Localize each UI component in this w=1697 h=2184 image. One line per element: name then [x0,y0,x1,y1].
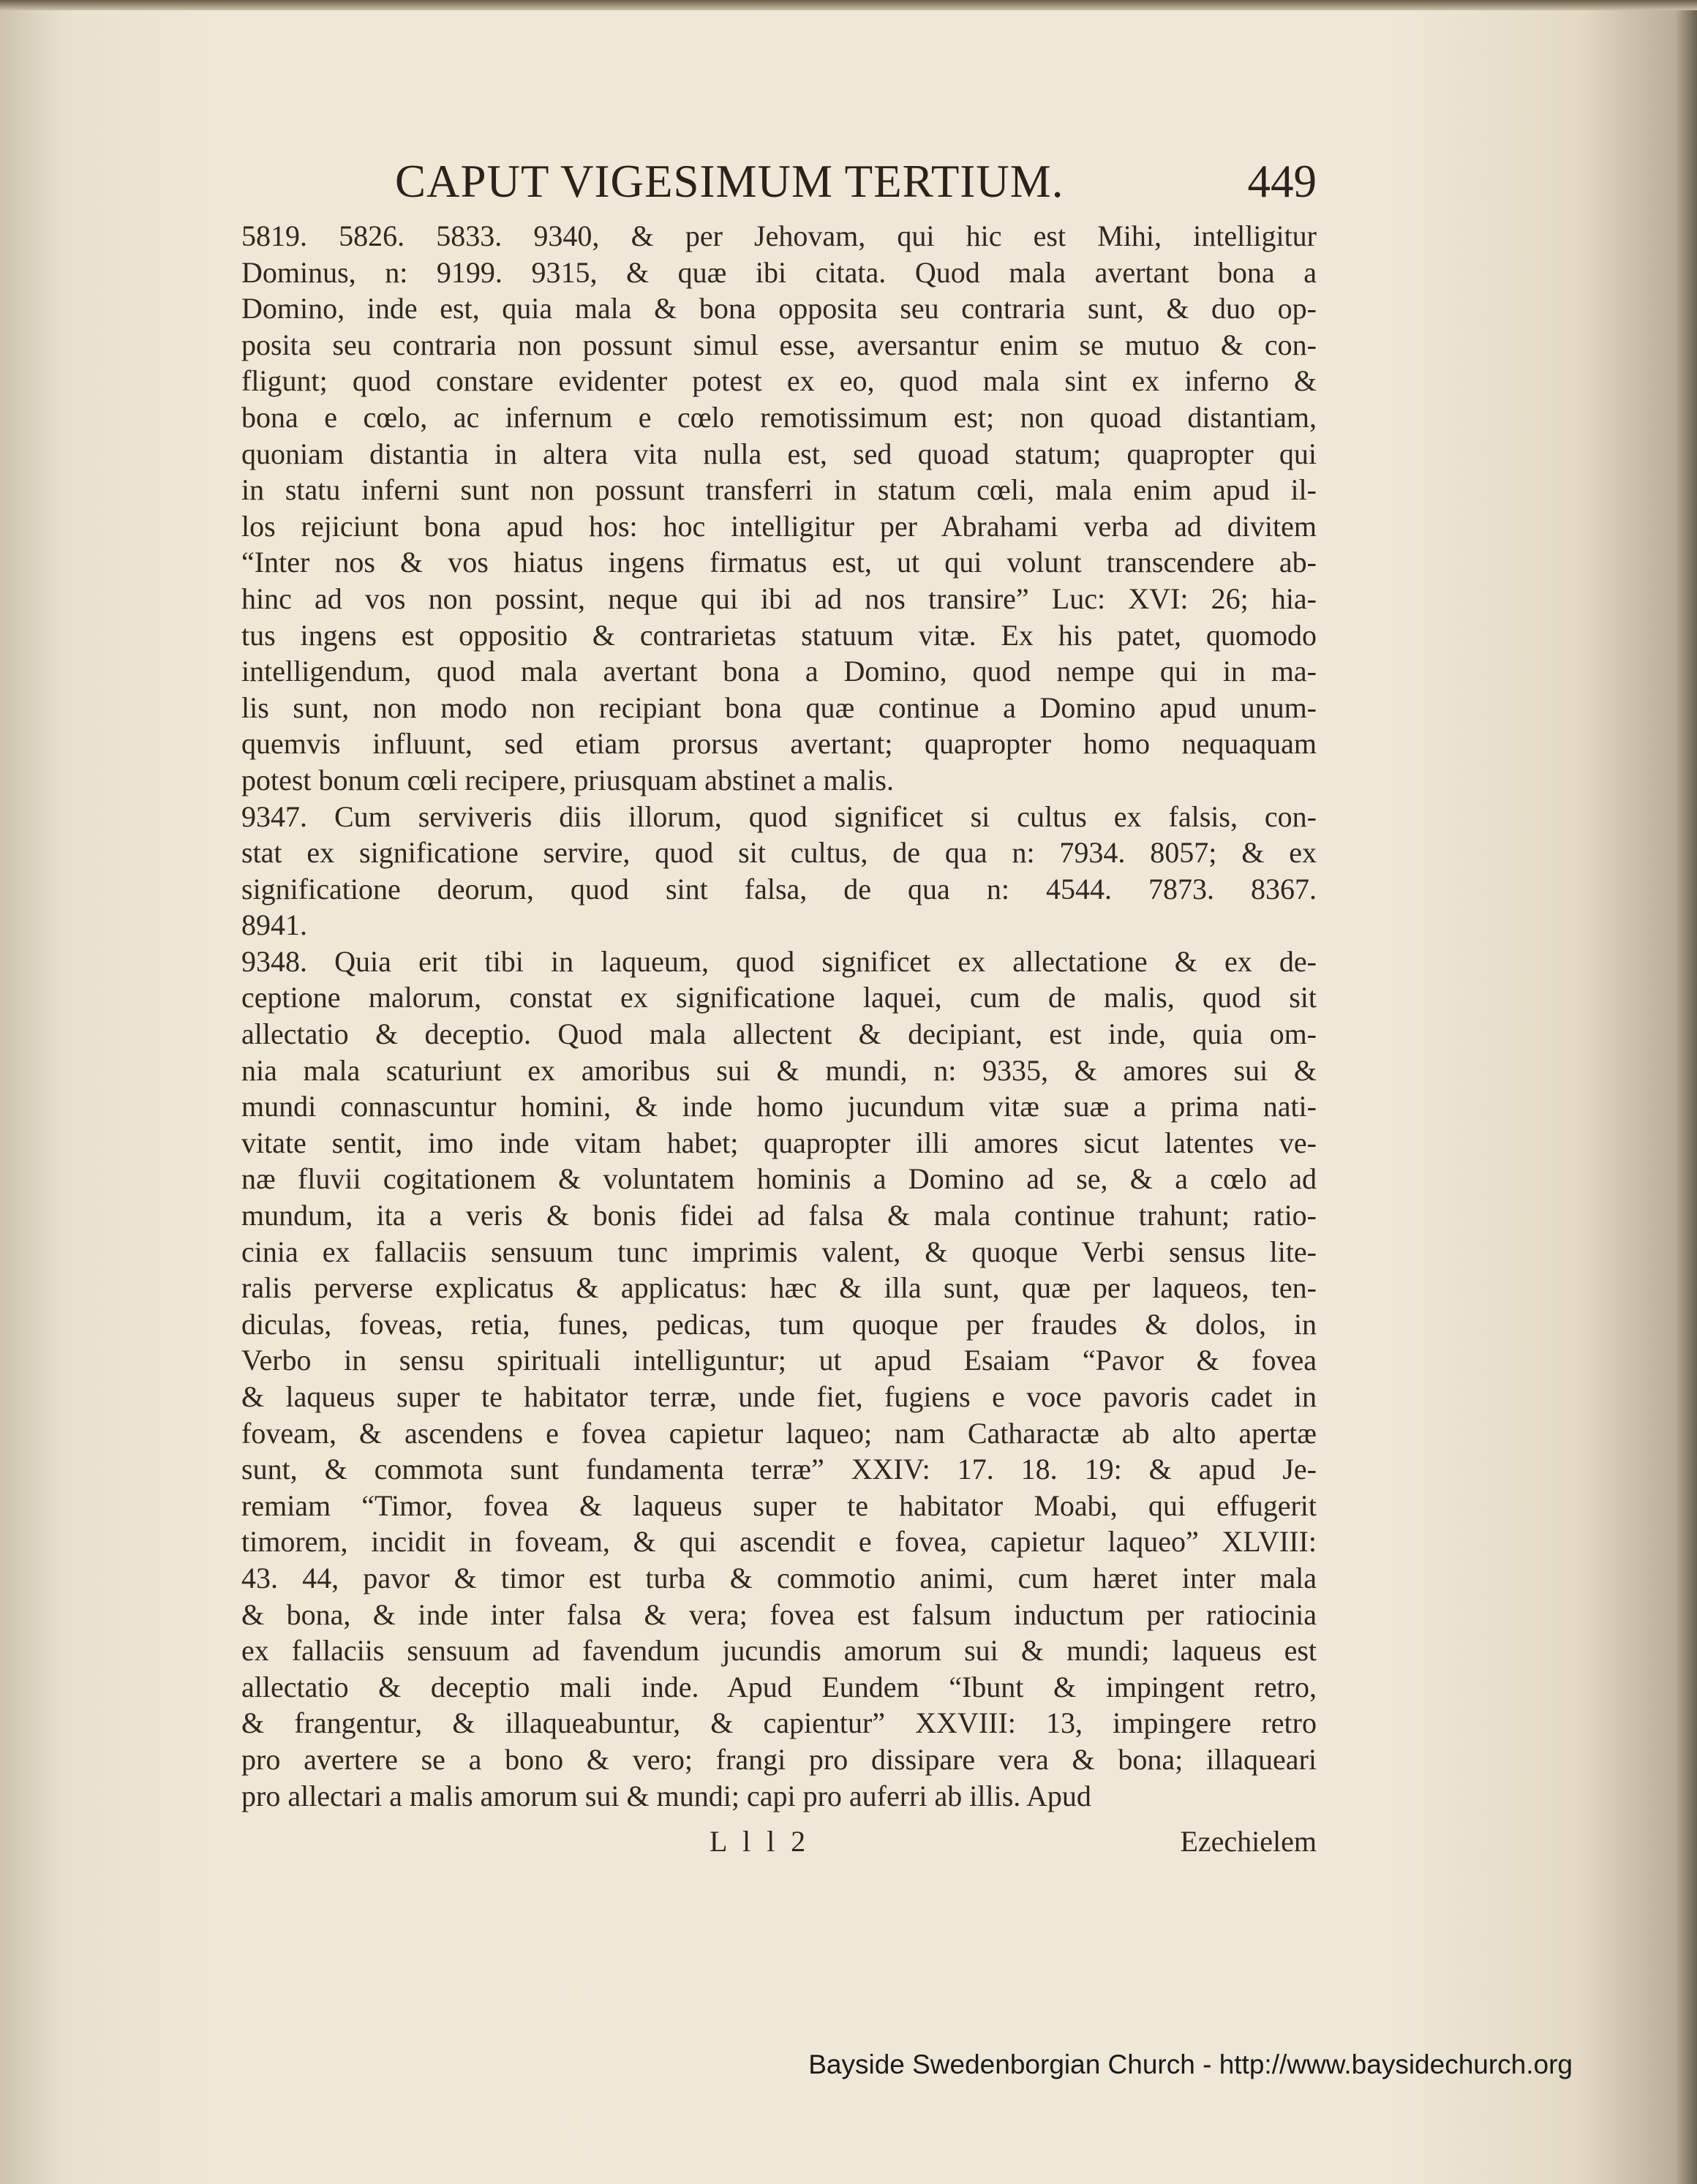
text-line: nia mala scaturiunt ex amoribus sui & mundi, n: 9335, & amores sui & [241,1053,1317,1087]
text-line: pro allectari a malis amorum sui & mundi; capi pro auferri ab illis. Apud [241,1779,1091,1812]
text-line: remiam “Timor, fovea & laqueus super te habitator Moabi, qui effugerit [241,1488,1317,1522]
text-line: ex fallaciis sensuum ad favendum jucundis amorum sui & mundi; laqueus est [241,1634,1317,1668]
text-line: intelligendum, quod mala avertant bona a Domino, quod nempe qui in ma- [241,655,1317,688]
text-line: mundum, ita a veris & bonis fidei ad falsa & mala continue trahunt; ratio- [241,1199,1317,1232]
text-line: 8941. [241,908,307,942]
text-line: 5819. 5826. 5833. 9340, & per Jehovam, qui hic est Mihi, intelligitur [241,219,1317,252]
text-line: quoniam distantia in altera vita nulla est, sed quoad statum; quapropter qui [241,437,1317,470]
text-line: tus ingens est oppositio & contrarietas statuum vitæ. Ex his patet, quomodo [241,618,1317,652]
body-text [241,218,1317,1814]
text-line: diculas, foveas, retia, funes, pedicas, tum quoque per fraudes & dolos, in [241,1307,1317,1341]
running-head [241,155,1317,214]
text-line: & laqueus super te habitator terræ, unde fiet, fugiens e voce pavoris cadet in [241,1380,1317,1413]
text-line: 9347. Cum serviveris diis illorum, quod significet si cultus ex falsis, con- [241,799,1317,833]
text-line: in statu inferni sunt non possunt transferri in statum cœli, mala enim apud il- [241,473,1317,507]
text-line: Verbo in sensu spirituali intelliguntur; ut apud Esaiam “Pavor & fovea [241,1344,1317,1377]
text-line: vitate sentit, imo inde vitam habet; quapropter illi amores sicut latentes ve- [241,1126,1317,1159]
text-line: næ fluvii cogitationem & voluntatem hominis a Domino ad se, & a cœlo ad [241,1162,1317,1196]
text-line: lis sunt, non modo non recipiant bona quæ continue a Domino apud unum- [241,690,1317,724]
text-line: “Inter nos & vos hiatus ingens firmatus est, ut qui volunt transcendere ab- [241,546,1317,579]
text-line: ralis perverse explicatus & applicatus: hæc & illa sunt, quæ per laqueos, ten- [241,1271,1317,1305]
text-line: significatione deorum, quod sint falsa, de qua n: 4544. 7873. 8367. [241,872,1317,905]
text-line: foveam, & ascendens e fovea capietur laqueo; nam Catharactæ ab alto apertæ [241,1416,1317,1450]
text-line: stat ex significatione servire, quod sit cultus, de qua n: 7934. 8057; & ex [241,836,1317,870]
text-line: cinia ex fallaciis sensuum tunc imprimis valent, & quoque Verbi sensus lite- [241,1235,1317,1268]
chapter-title: CAPUT VIGESIMUM TERTIUM. [395,156,1064,207]
text-line: timorem, incidit in foveam, & qui ascendit e fovea, capietur laqueo” XLVIII: [241,1525,1317,1559]
text-line: & bona, & inde inter falsa & vera; fovea est falsum inductum per ratiocinia [241,1597,1317,1631]
text-line: allectatio & deceptio. Quod mala allectent & decipiant, est inde, quia om- [241,1017,1317,1051]
page-top-edge [0,0,1697,10]
page-number: 449 [1247,156,1317,207]
text-line: 9348. Quia erit tibi in laqueum, quod significet ex allectatione & ex de- [241,944,1317,978]
signature-mark: L l l 2 [710,1825,810,1858]
text-line: posita seu contraria non possunt simul esse, aversantur enim se mutuo & con- [241,328,1317,361]
text-line: 43. 44, pavor & timor est turba & commotio animi, cum hæret inter mala [241,1561,1317,1594]
text-line: mundi connascuntur homini, & inde homo jucundum vitæ suæ a prima nati- [241,1090,1317,1123]
text-line: potest bonum cœli recipere, priusquam abstinet a malis. [241,763,894,797]
text-line: Dominus, n: 9199. 9315, & quæ ibi citata. Quod mala avertant bona a [241,255,1317,289]
text-line: hinc ad vos non possint, neque qui ibi ad nos transire” Luc: XVI: 26; hia- [241,581,1317,615]
text-line: & frangentur, & illaqueabuntur, & capientur” XXVIII: 13, impingere retro [241,1706,1317,1740]
text-line: Domino, inde est, quia mala & bona opposita seu contraria sunt, & duo op- [241,292,1317,325]
text-line: quemvis influunt, sed etiam prorsus avertant; quapropter homo nequaquam [241,727,1317,761]
text-line: ceptione malorum, constat ex significatione laquei, cum de malis, quod sit [241,981,1317,1014]
catchword: Ezechielem [1180,1825,1317,1858]
text-line: sunt, & commota sunt fundamenta terræ” XXIV: 17. 18. 19: & apud Je- [241,1453,1317,1486]
text-line: allectatio & deceptio mali inde. Apud Eundem “Ibunt & impingent retro, [241,1670,1317,1703]
text-line: fligunt; quod constare evidenter potest ex eo, quod mala sint ex inferno & [241,364,1317,398]
text-line: bona e cœlo, ac infernum e cœlo remotissimum est; non quoad distantiam, [241,400,1317,434]
text-line: los rejiciunt bona apud hos: hoc intelligitur per Abrahami verba ad divitem [241,509,1317,543]
source-footer: Bayside Swedenborgian Church - http://www.baysidechurch.org [808,2049,1573,2079]
text-line: pro avertere se a bono & vero; frangi pro dissipare vera & bona; illaqueari [241,1742,1317,1776]
page-foot [241,1824,1317,1864]
